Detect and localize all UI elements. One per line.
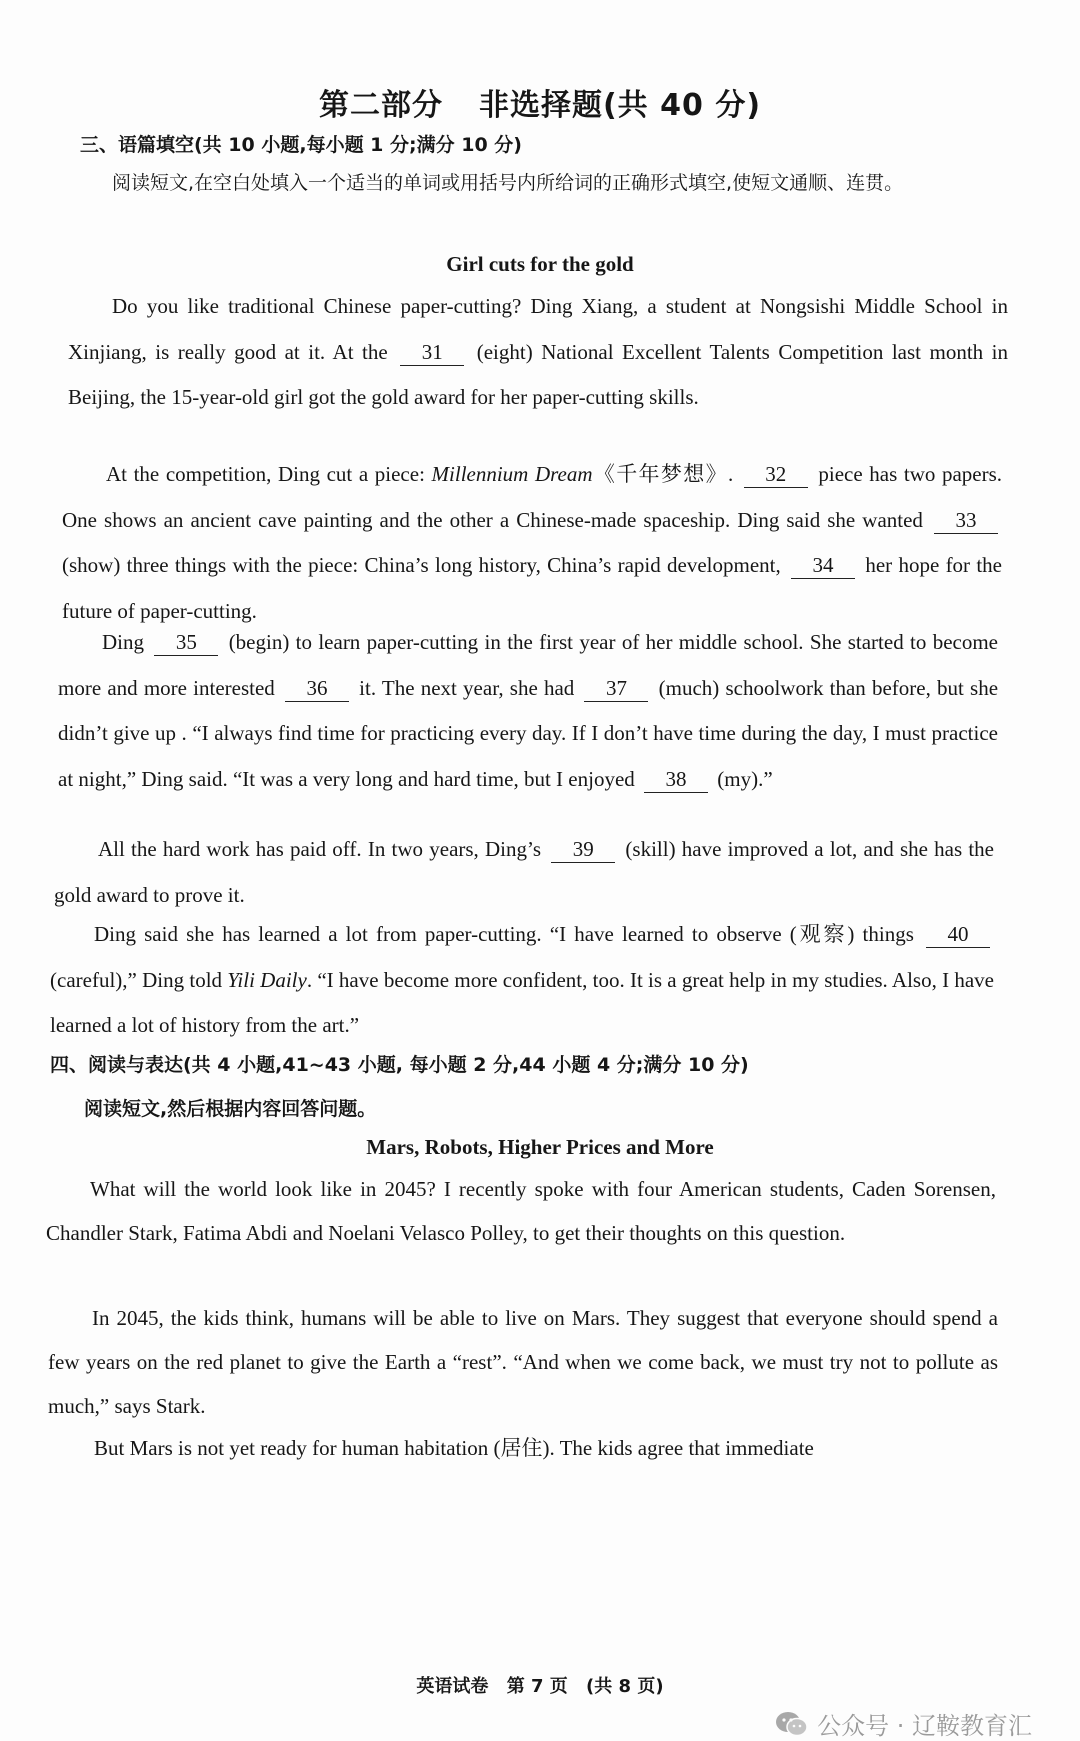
blank-33: 33 (934, 507, 998, 534)
blank-36: 36 (285, 675, 349, 702)
page-footer (0, 1672, 1080, 1698)
text: Do you like traditional Chinese paper-cutting? Ding Xiang, a student at Nongsishi Middle School in Xinjiang, is really good at it. At the (68, 294, 1008, 364)
passage2-title: Mars, Robots, Higher Prices and More (366, 1135, 714, 1159)
passage1-paragraph-3 (58, 620, 998, 802)
text: (my).” (717, 766, 773, 791)
watermark-text: 公众号 · 辽鞍教育汇 (817, 1712, 1032, 1740)
work-title-cn: 《千年梦想》 (592, 462, 728, 486)
footer-total: (共 8 页) (586, 1676, 664, 1697)
blank-37: 37 (584, 675, 648, 702)
passage1-paragraph-2 (62, 452, 1002, 634)
footer-subject: 英语试卷 (416, 1676, 489, 1697)
footer-page: 第 7 页 (506, 1676, 568, 1697)
newspaper-name: Yili Daily (227, 967, 307, 992)
passage1-title: Girl cuts for the gold (446, 252, 634, 276)
text: it. The next year, she had (359, 675, 575, 700)
blank-32: 32 (744, 461, 808, 488)
passage2-paragraph-1: What will the world look like in 2045? I recently spoke with four American students, Caden Sorensen, Chandler Stark, Fatima Abdi and Noelani Velasco Polley, to get their thoughts on this question. (46, 1177, 996, 1245)
text: piece has two papers. One shows an ancient cave painting and the other a Chinese-made spaceship. Ding said she wanted (62, 462, 1003, 532)
text: her hope for the future of paper-cutting. (62, 553, 1003, 623)
text: (skill) have improved a lot, and she has the gold award to prove it. (54, 837, 994, 907)
text: (careful),” Ding told (50, 967, 223, 992)
passage1-paragraph-4 (54, 827, 994, 918)
part-name: 非选择题(共 40 分) (478, 88, 762, 123)
work-title: Millennium Dream (431, 462, 593, 486)
passage1-paragraph-5 (50, 912, 994, 1049)
passage1-paragraph-1 (68, 284, 1008, 421)
blank-40: 40 (926, 921, 990, 948)
text: Ding said she has learned a lot from paper-cutting. “I have learned to observe (观察) things (94, 922, 914, 946)
text: All the hard work has paid off. In two years, Ding’s (98, 837, 542, 861)
section4-heading: 四、阅读与表达(共 4 小题,41~43 小题, 每小题 2 分,44 小题 4 分;满分 10 分) (50, 1054, 749, 1076)
section3-instruction: 阅读短文,在空白处填入一个适当的单词或用括号内所给词的正确形式填空,使短文通顺、连贯。 (112, 172, 904, 194)
blank-39: 39 (551, 836, 615, 863)
text: . “I have become more confident, too. It is a great help in my studies. Also, I have learned a lot of history from the art.” (50, 967, 994, 1037)
text: Ding (102, 630, 144, 654)
text: (begin) to learn paper-cutting in the first year of her middle school. She started to become more and more interested (58, 630, 999, 700)
part-title (0, 80, 1080, 124)
text: (show) three things with the piece: China’s long history, China’s rapid development, (62, 553, 781, 577)
section4-instruction: 阅读短文,然后根据内容回答问题。 (84, 1098, 377, 1120)
blank-35: 35 (154, 629, 218, 656)
text: (much) schoolwork than before, but she didn’t give up . “I always find time for practicing every day. If I don’t have time during the day, I must practice at night,” Ding said. “It was a very long and hard time, but I enjoyed (58, 675, 999, 791)
blank-38: 38 (644, 766, 708, 793)
text: At the competition, Ding cut a piece: (106, 462, 425, 486)
blank-31: 31 (400, 339, 464, 366)
blank-34: 34 (791, 552, 855, 579)
text: . (727, 462, 734, 486)
passage2-paragraph-2: In 2045, the kids think, humans will be able to live on Mars. They suggest that everyone should spend a few years on the red planet to give the Earth a “rest”. “And when we come back, we must try not to pollute as much,” says Stark. (48, 1306, 998, 1418)
text: (eight) National Excellent Talents Competition last month in Beijing, the 15-year-old girl got the gold award for her paper-cutting skills. (68, 339, 1009, 409)
part-label: 第二部分 (318, 88, 443, 123)
passage2-paragraph-3: But Mars is not yet ready for human habitation (居住). The kids agree that immediate (94, 1436, 814, 1460)
section3-heading: 三、语篇填空(共 10 小题,每小题 1 分;满分 10 分) (80, 134, 522, 156)
